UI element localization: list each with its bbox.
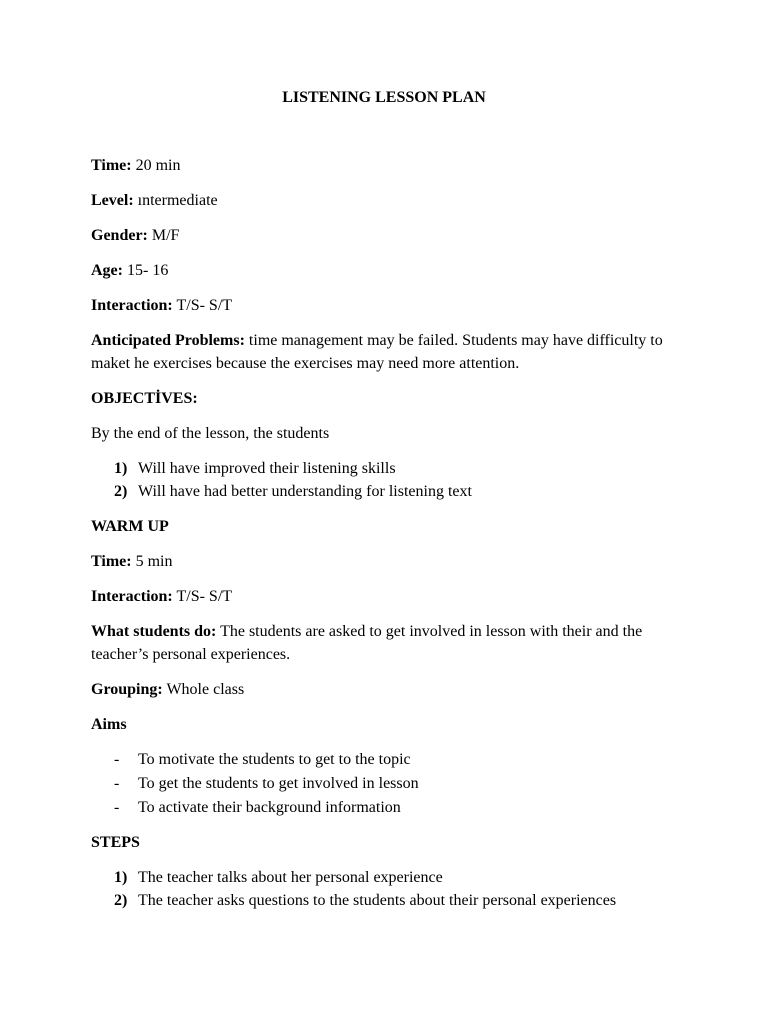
item-text: Will have improved their listening skills (138, 460, 396, 477)
warm-up-interaction-value: T/S- S/T (172, 588, 233, 605)
level-line (91, 189, 681, 212)
dash-bullet: - (114, 751, 120, 768)
list-item (91, 866, 681, 889)
document-body (91, 154, 681, 924)
warm-up-interaction-label: Interaction: (91, 588, 173, 605)
interaction-value: T/S- S/T (172, 297, 233, 314)
steps-heading: STEPS (91, 834, 140, 851)
item-text: To get the students to get involved in lesson (138, 775, 419, 792)
gender-label: Gender: (91, 227, 148, 244)
anticipated-problems-label: Anticipated Problems: (91, 332, 245, 349)
dash-bullet: - (114, 799, 120, 816)
steps-list (91, 866, 681, 912)
grouping-value: Whole class (162, 681, 245, 698)
item-number: 1) (114, 869, 128, 886)
list-item (91, 889, 681, 912)
level-label: Level: (91, 192, 134, 209)
anticipated-problems-paragraph (91, 329, 681, 375)
list-item (91, 457, 681, 480)
warm-up-heading: WARM UP (91, 518, 169, 535)
anticipated-problems-text: time management may be failed. Students may have difficulty to maket he exercises because the exercises may need more attention. (91, 332, 663, 372)
grouping-line (91, 678, 681, 701)
item-text: To activate their background information (138, 799, 401, 816)
age-label: Age: (91, 262, 123, 279)
item-text: Will have had better understanding for listening text (138, 483, 472, 500)
time-value: 20 min (131, 157, 181, 174)
what-students-do-text: The students are asked to get involved in lesson with their and the teacher’s personal experiences. (91, 623, 643, 663)
objectives-heading: OBJECTİVES: (91, 390, 198, 407)
list-item (91, 796, 681, 819)
warm-up-interaction-line (91, 585, 681, 608)
time-line (91, 154, 681, 177)
time-label: Time: (91, 157, 132, 174)
objectives-intro: By the end of the lesson, the students (91, 425, 330, 442)
item-text: To motivate the students to get to the topic (138, 751, 411, 768)
aims-list (91, 748, 681, 819)
warm-up-time-line (91, 550, 681, 573)
item-number: 2) (114, 892, 128, 909)
list-item (91, 772, 681, 795)
document-title: LISTENING LESSON PLAN (282, 89, 486, 106)
item-text: The teacher asks questions to the students about their personal experiences (138, 892, 617, 909)
grouping-label: Grouping: (91, 681, 163, 698)
warm-up-time-value: 5 min (131, 553, 173, 570)
dash-bullet: - (114, 775, 120, 792)
age-line (91, 259, 681, 282)
item-number: 1) (114, 460, 128, 477)
interaction-label: Interaction: (91, 297, 173, 314)
level-value: ıntermediate (133, 192, 218, 209)
aims-heading: Aims (91, 716, 127, 733)
list-item (91, 748, 681, 771)
age-value: 15- 16 (122, 262, 169, 279)
item-text: The teacher talks about her personal experience (138, 869, 443, 886)
interaction-line (91, 294, 681, 317)
what-students-do-paragraph (91, 620, 681, 666)
item-number: 2) (114, 483, 128, 500)
warm-up-time-label: Time: (91, 553, 132, 570)
gender-line (91, 224, 681, 247)
objectives-list (91, 457, 681, 503)
what-students-do-label: What students do: (91, 623, 217, 640)
list-item (91, 480, 681, 503)
gender-value: M/F (147, 227, 180, 244)
